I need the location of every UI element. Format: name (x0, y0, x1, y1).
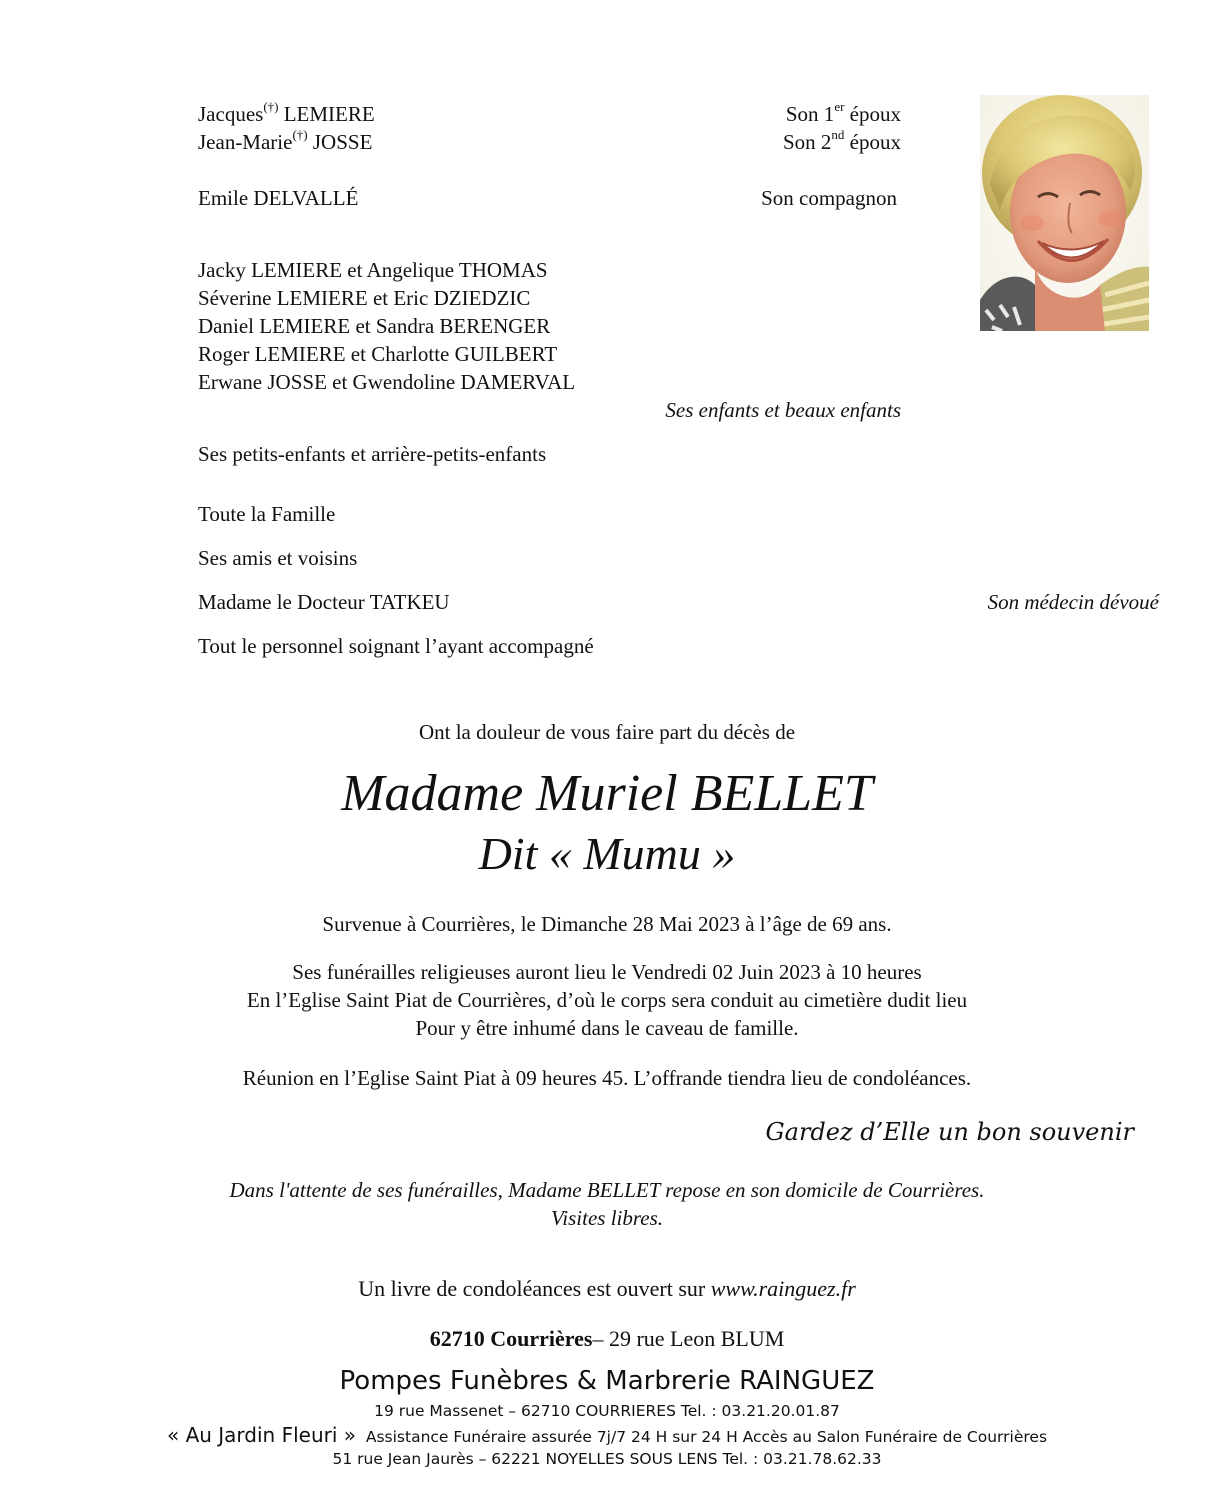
spouse2-role-prefix: Son 2 (782, 130, 832, 154)
children-line: Séverine LEMIERE et Eric DZIEDZIC (198, 286, 531, 310)
whole-family-line: Toute la Famille (198, 502, 336, 526)
rest-line: Dans l'attente de ses funérailles, Madame BELLET repose en son domicile de Courrières. (229, 1178, 985, 1202)
spouse2-last: JOSSE (312, 130, 373, 154)
deceased-nickname: Dit « Mumu » (478, 828, 736, 879)
doctor-role: Son médecin dévoué (987, 590, 1159, 614)
address-line (0, 1326, 1214, 1352)
company-services: Assistance Funéraire assurée 7j/7 24 H sur 24 H Accès au Salon Funéraire de Courrières (365, 1428, 1048, 1446)
visits-line: Visites libres. (551, 1206, 663, 1230)
deceased-mark: (†) (292, 127, 308, 142)
company-services-line (0, 1425, 1214, 1447)
grandchildren-line: Ses petits-enfants et arrière-petits-enfants (198, 442, 547, 466)
souvenir-line: Gardez d’Elle un bon souvenir (765, 1118, 1134, 1146)
portrait-photo (980, 95, 1149, 331)
spouse1-last: LEMIERE (283, 102, 375, 126)
spouse2-role (782, 127, 901, 154)
announcement-intro: Ont la douleur de vous faire part du décès de (418, 720, 796, 744)
spouse1-role (785, 99, 901, 126)
company-address-2: 51 rue Jean Jaurès – 62221 NOYELLES SOUS LENS Tel. : 03.21.78.62.33 (332, 1450, 882, 1468)
spouse1-role-suffix: époux (844, 102, 901, 126)
companion-name: Emile DELVALLÉ (198, 186, 359, 210)
spouse1-name (198, 99, 375, 126)
spouse2-first: Jean-Marie (198, 130, 293, 154)
doctor-name: Madame le Docteur TATKEU (198, 590, 450, 614)
funeral-line: Ses funérailles religieuses auront lieu le Vendredi 02 Juin 2023 à 10 heures (292, 960, 922, 984)
children-line: Roger LEMIERE et Charlotte GUILBERT (198, 342, 558, 366)
death-line: Survenue à Courrières, le Dimanche 28 Mai 2023 à l’âge de 69 ans. (322, 912, 892, 936)
deceased-name: Madame Muriel BELLET (341, 765, 873, 822)
address-street: – 29 rue Leon BLUM (592, 1326, 785, 1351)
spouse2-role-sup: nd (831, 127, 845, 142)
spouse1-first: Jacques (198, 102, 264, 126)
company-name: Pompes Funèbres & Marbrerie RAINGUEZ (339, 1366, 875, 1396)
meeting-line: Réunion en l’Eglise Saint Piat à 09 heures 45. L’offrande tiendra lieu de condoléances. (242, 1066, 972, 1090)
condolence-link[interactable]: www.rainguez.fr (710, 1276, 856, 1301)
company-address-1: 19 rue Massenet – 62710 COURRIERES Tel. : 03.21.20.01.87 (374, 1402, 840, 1420)
garden-name: « Au Jardin Fleuri » (166, 1423, 357, 1447)
spouse1-role-prefix: Son 1 (785, 102, 835, 126)
deceased-mark: (†) (263, 99, 279, 114)
spouse2-role-suffix: époux (844, 130, 901, 154)
children-line: Daniel LEMIERE et Sandra BERENGER (198, 314, 551, 338)
condolence-line (0, 1276, 1214, 1302)
children-line: Erwane JOSSE et Gwendoline DAMERVAL (198, 370, 576, 394)
companion-role: Son compagnon (761, 186, 897, 210)
children-role: Ses enfants et beaux enfants (665, 398, 901, 422)
staff-line: Tout le personnel soignant l’ayant accompagné (198, 634, 594, 658)
funeral-line: En l’Eglise Saint Piat de Courrières, d’où le corps sera conduit au cimetière dudit lieu (246, 988, 968, 1012)
spouse1-role-sup: er (834, 99, 845, 114)
friends-line: Ses amis et voisins (198, 546, 358, 570)
funeral-line: Pour y être inhumé dans le caveau de famille. (415, 1016, 799, 1040)
children-line: Jacky LEMIERE et Angelique THOMAS (198, 258, 548, 282)
address-city: 62710 Courrières (429, 1326, 593, 1351)
condolence-text: Un livre de condoléances est ouvert sur (358, 1276, 711, 1301)
spouse2-name (198, 127, 373, 154)
